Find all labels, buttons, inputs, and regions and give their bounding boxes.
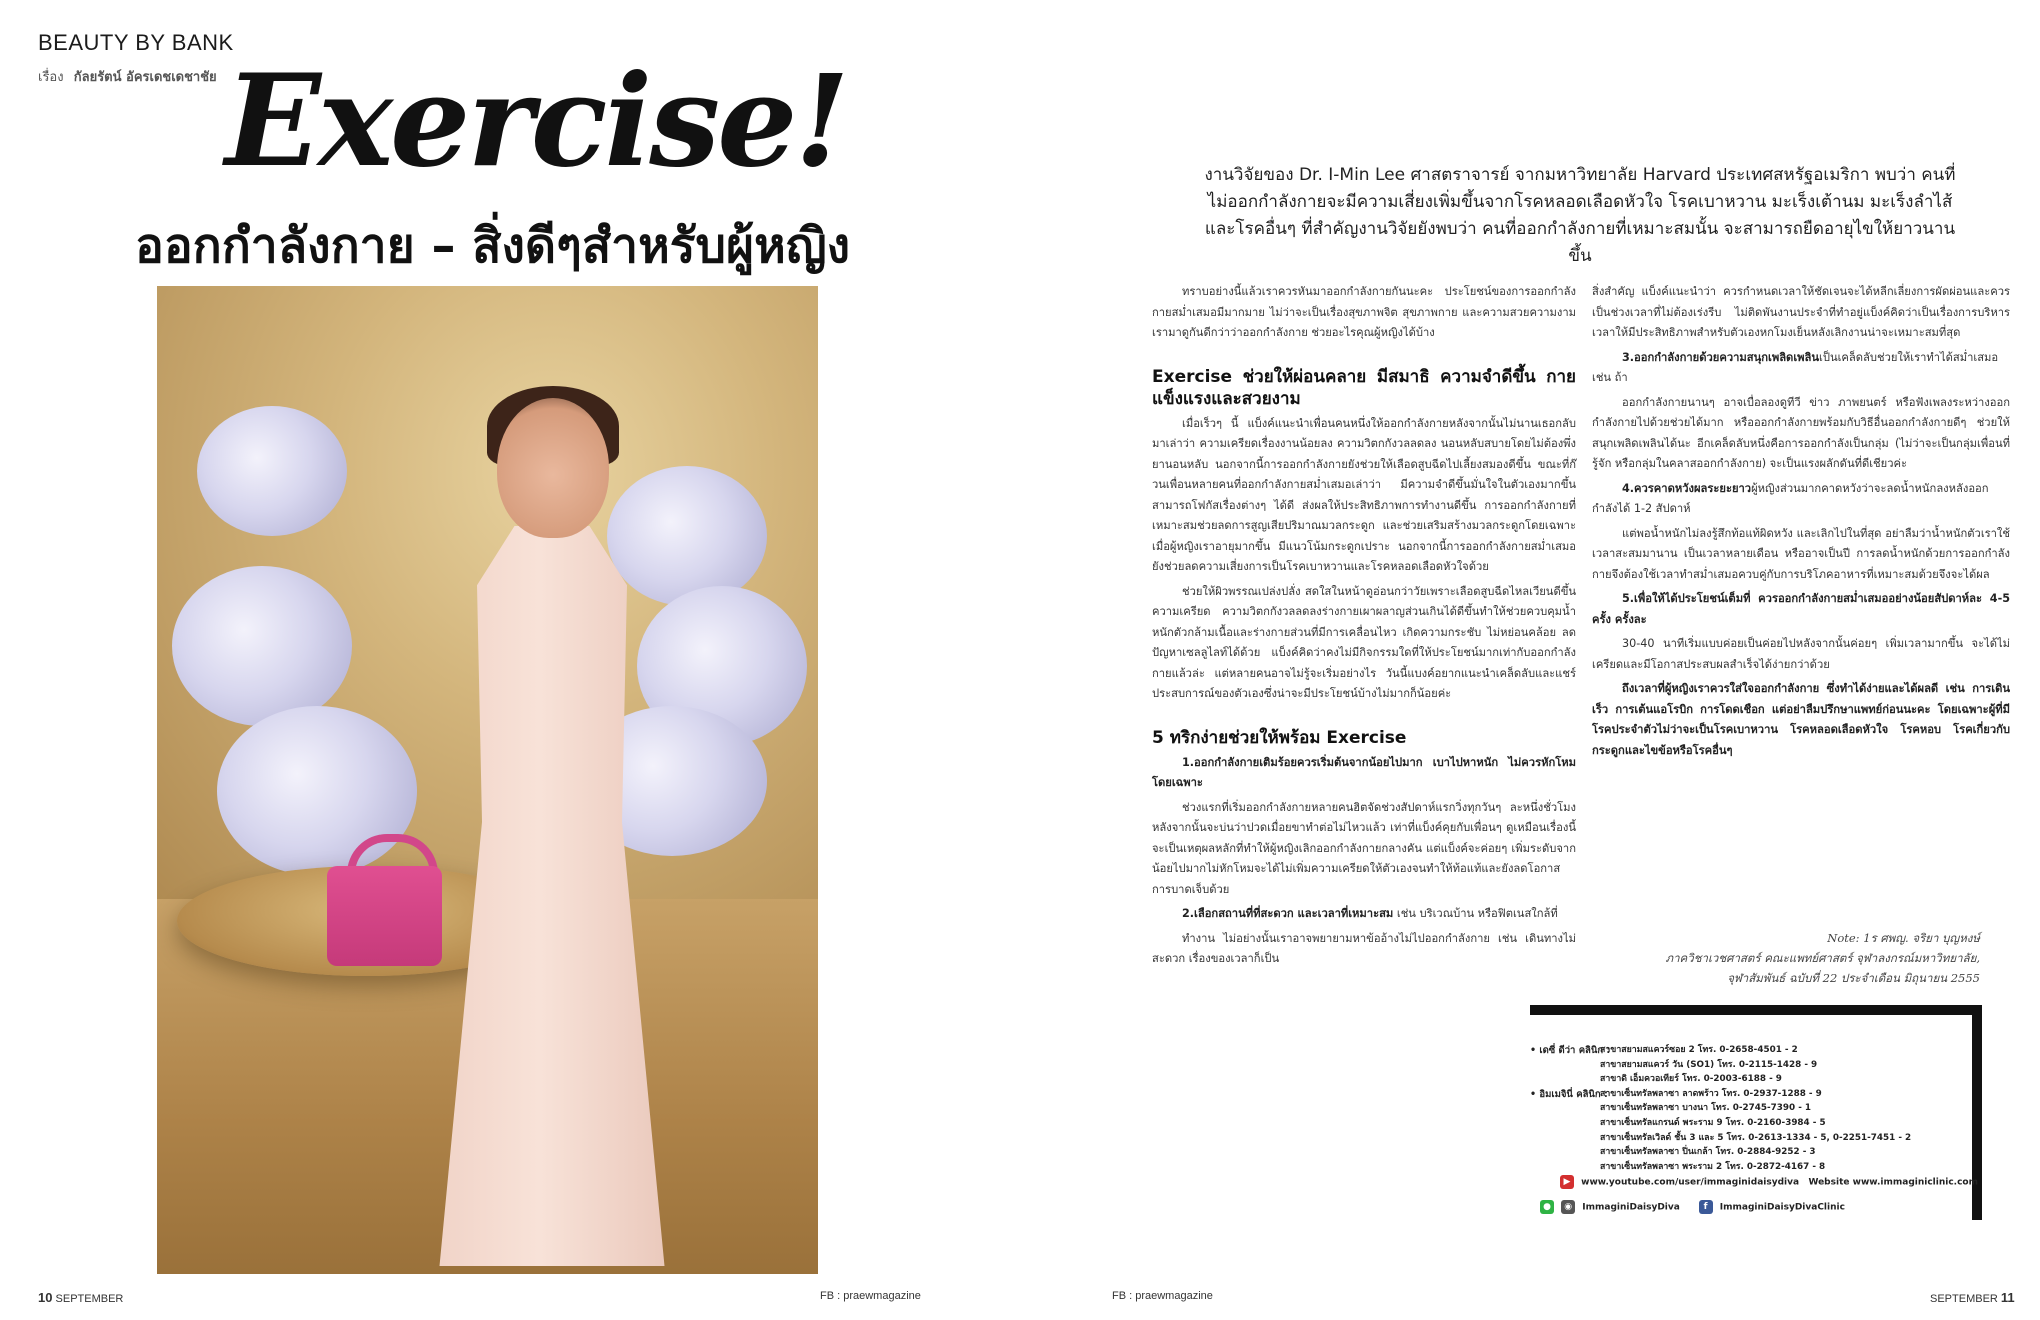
tip-2-text: เช่น บริเวณบ้าน หรือฟิตเนสใกล้ที่ (1396, 907, 1558, 920)
subheading-benefits: Exercise ช่วยให้ผ่อนคลาย มีสมาธิ ความจำดีขึ้น กายแข็งแรงและสวยงาม (1152, 366, 1576, 409)
youtube-link[interactable]: www.youtube.com/user/immaginidaisydiva (1581, 1177, 1800, 1188)
tip-5-text: สัปดาห์ละ 4-5 ครั้ง ครั้งละ (1592, 592, 2010, 626)
clinic-contact-box (1520, 1005, 1982, 1220)
article-paragraph: แต่พอน้ำหนักไม่ลงรู้สึกท้อแท้ผิดหวัง และเลิกไปในที่สุด อย่าลืมว่าน้ำหนักตัวเราใช้เวลาสะสมมานาน เป็นเวลาหลายเดือน หรืออาจเป็นปี การลดน้ำหนักด้วยการออกกำลังกายจึงต้องใช้เวลาทำสม่ำเสมอควบคู่กับการบริโภคอาหารที่เหมาะสมด้วยจึงจะได้ผล (1592, 526, 2010, 581)
note-line: จุฬาสัมพันธ์ ฉบับที่ 22 ประจำเดือน มิถุนายน 2555 (1727, 971, 1980, 985)
tip-3-text: เป็นเคล็ดลับช่วยให้เราทำได้สม่ำเสมอ เช่น ถ้า (1592, 350, 1999, 384)
left-footer-month: SEPTEMBER (55, 1293, 124, 1305)
branch-item: สาขาสยามสแควร์ซอย 2 โทร. 0-2658-4501 - 2 (1600, 1045, 1798, 1055)
tip-4-text: ผู้หญิงส่วนมากคาดหวังว่าจะลดน้ำหนักลงหลังออกกำลังได้ 1-2 สัปดาห์ (1592, 481, 1989, 515)
right-page (1020, 0, 2040, 1320)
tip-5 (1592, 589, 2010, 630)
website-label: Website (1808, 1177, 1850, 1188)
branch-item: สาขาเซ็นทรัลพลาซา พระราม 2 โทร. 0-2872-4167 - 8 (1600, 1161, 1826, 1172)
hydrangea-flower (607, 466, 767, 606)
article-paragraph: ช่วยให้ผิวพรรณเปล่งปลั่ง สดใสในหน้าดูอ่อนกว่าวัยเพราะเลือดสูบฉีดไหลเวียนดีขึ้นความเครียด ความวิตกกังวลลดลงร่างกายเผาผลาญส่วนเกินได้ดีขึ้นทำให้ช่วยควบคุมน้ำหนักตัวกล้ามเนื้อและร่างกายส่วนที่มีการเคลื่อนไหว เกิดความกระชับ ไม่หย่อนคล้อย ลดปัญหาเซลลูไลท์ได้ด้วย แบ็งค์คิดว่าคงไม่มีกิจกรรมใดที่ให้ประโยชน์มากเท่ากับออกกำลังกายแล้วล่ะ แต่หลายคนอาจไม่รู้จะเริ่มอย่างไร วันนี้แบงค์อยากแนะนำเคล็ดลับและแชร์ประสบการณ์ของตัวเองซึ่งน่าจะมีประโยชน์บ้างไม่มากก็น้อยค่ะ (1152, 584, 1576, 700)
byline-prefix: เรื่อง (38, 70, 64, 85)
byline (38, 66, 217, 87)
hydrangea-flower (172, 566, 352, 726)
instagram-icon: ◉ (1561, 1200, 1575, 1214)
facebook-handle[interactable]: ImmaginiDaisyDivaClinic (1719, 1202, 1845, 1213)
clinic-immagini: • อิมเมจินี่ คลินิก : (1530, 1089, 1608, 1100)
website-link[interactable]: www.immaginiclinic.com (1852, 1177, 1978, 1188)
left-page-number: 10 (38, 1290, 53, 1305)
article-column-2 (1592, 282, 2010, 765)
youtube-icon: ▶ (1560, 1175, 1574, 1189)
branch-item: สาขาดิ เอ็มควอเทียร์ โทร. 0-2003-6188 - 9 (1600, 1074, 1782, 1085)
right-page-number: 11 (2000, 1290, 2015, 1305)
article-paragraph: เมื่อเร็วๆ นี้ แบ็งค์แนะนำเพื่อนคนหนึ่งให้ออกกำลังกายหลังจากนั้นไม่นานเธอกลับมาเล่าว่า ความเครียดเรื่องงานน้อยลง ความวิตกกังวลลดลง นอนหลับสบายโดยไม่ต้องพึ่งยานอนหลับ นอกจากนี้การออกกำลังกายยังช่วยให้เลือดสูบฉีดไปเลี้ยงสมองดีขึ้น ขณะที่ก๊วนเพื่อนหลายคนที่ออกกำลังกายสม่ำเสมอเล่าว่า มีความจำดีขึ้นมั่นใจในตัวเองมากขึ้น สามารถโฟกัสเรื่องต่างๆ ได้ดี ส่งผลให้ประสิทธิภาพการทำงานดีขึ้น การออกกำลังกายที่เหมาะสมช่วยลดการสูญเสียปริมาณมวลกระดูก และช่วยเสริมสร้างมวลกระดูกโดยเฉพาะเมื่อผู้หญิงเราอายุมากขึ้น มีแนวโน้มกระดูกเปราะ นอกจากนี้การออกกำลังกายสม่ำเสมอยังช่วยลดความเสี่ยงการเป็นโรคเบาหวานและโรคหลอดเลือดหัวใจด้วย (1152, 416, 1576, 573)
article-paragraph: ทำงาน ไม่อย่างนั้นเราอาจพยายามหาข้ออ้างไม่ไปออกกำลังกาย เช่น เดินทางไม่สะดวก เรื่องของเวลาก็เป็น (1152, 931, 1576, 965)
note-line: ภาควิชาเวชศาสตร์ คณะแพทย์ศาสตร์ จุฬาลงกรณ์มหาวิทยาลัย, (1665, 951, 1980, 965)
branch-item: สาขาสยามสแควร์ วัน (SO1) โทร. 0-2115-1428 - 9 (1600, 1059, 1818, 1070)
hydrangea-flower (197, 406, 347, 536)
branch-item: สาขาเซ็นทรัลพลาซา ลาดพร้าว โทร. 0-2937-1288 - 9 (1600, 1088, 1822, 1099)
tip-4 (1592, 479, 2010, 520)
tip-2 (1152, 904, 1576, 925)
web-links (1560, 1175, 1978, 1189)
left-footer-fb: FB : praewmagazine (820, 1290, 921, 1302)
article-paragraph: สิ่งสำคัญ แบ็งค์แนะนำว่า ควรกำหนดเวลาให้ชัดเจนจะได้หลีกเลี่ยงการผัดผ่อนและควรเป็นช่วงเวลาที่ไม่ต้องเร่งรีบ ไม่ติดพันงานประจำที่ทำอยู่แบ็งค์คิดว่าเป็นเรื่องการบริหารเวลาให้มีประสิทธิภาพสำหรับตัวเองหกโมงเย็นหลังเลิกงานน่าจะเหมาะสมที่สุด (1592, 285, 2010, 339)
byline-author: กัลยรัตน์ อัครเดชเดชาชัย (73, 70, 217, 85)
social-links (1540, 1200, 1845, 1214)
branch-item: สาขาเซ็นทรัลแกรนด์ พระราม 9 โทร. 0-2160-3984 - 5 (1600, 1117, 1826, 1128)
left-footer-page (38, 1290, 123, 1305)
article-paragraph: ออกกำลังกายนานๆ อาจเบื่อลองดูทีวี ข่าว ภาพยนตร์ หรือฟังเพลงระหว่างออกกำลังกายไปด้วยช่วยได้มาก หรือออกกำลังกายพร้อมกับวิธีอื่นออกกำลังกายดีๆ ช่วยให้สนุกเพลิดเพลินได้นะ อีกเคล็ดลับหนึ่งคือการออกกำลังเป็นกลุ่ม (ไม่ว่าจะเป็นกลุ่มเพื่อนที่รู้จัก หรือกลุ่มในคลาสออกกำลังกาย) จะเป็นแรงผลักดันที่ดีเชียวค่ะ (1592, 395, 2010, 470)
article-paragraph: 30-40 นาทีเริ่มแบบค่อยเป็นค่อยไปหลังจากนั้นค่อยๆ เพิ่มเวลามากขึ้น จะได้ไม่เครียดและมีโอกาสประสบผลสำเร็จได้ง่ายกว่าด้วย (1592, 637, 2010, 671)
tip-3 (1592, 348, 2010, 389)
subheading-tips: 5 ทริกง่ายช่วยให้พร้อม Exercise (1152, 727, 1407, 748)
woman-face (497, 398, 609, 538)
right-footer-fb: FB : praewmagazine (1112, 1290, 1213, 1302)
headline-english: Exercise! (225, 47, 847, 195)
article-paragraph: ทราบอย่างนี้แล้วเราควรหันมาออกกำลังกายกันนะคะ ประโยชน์ของการออกกำลังกายสม่ำเสมอมีมากมาย ไม่ว่าจะเป็นเรื่องสุขภาพจิต สุขภาพกาย และความสวยความงาม เรามาดูกันดีกว่าว่าออกกำลังกาย ช่วยอะไรคุณผู้หญิงได้บ้าง (1152, 285, 1576, 339)
line-instagram-handle[interactable]: ImmaginiDaisyDiva (1582, 1202, 1680, 1213)
article-paragraph: ช่วงแรกที่เริ่มออกกำลังกายหลายคนฮิตจัดช่วงสัปดาห์แรกวิ่งทุกวันๆ ละหนึ่งชั่วโมง หลังจากนั้นจะบ่นว่าปวดเมื่อยขาทำต่อไม่ไหวแล้ว เท่าที่แบ็งค์คุยกับเพื่อนๆ ดูเหมือนเรื่องนี้จะเป็นเหตุผลหลักที่ทำให้ผู้หญิงเลิกออกกำลังกายกลางคัน แต่แบ็งค์จะค่อยๆ เพิ่มระดับจากน้อยไปมากไม่หักโหมจะได้ไม่เพิ่มความเครียดให้ตัวเองจนทำให้ท้อแท้และยังลดโอกาสการบาดเจ็บด้วย (1152, 800, 1576, 896)
tip-2-title: 2.เลือกสถานที่ที่สะดวก และเวลาที่เหมาะสม (1182, 907, 1394, 920)
closing-paragraph: ถึงเวลาที่ผู้หญิงเราควรใส่ใจออกกำลังกาย ซึ่งทำได้ง่ายและได้ผลดี เช่น การเดินเร็ว การเต้นแอโรบิก การโดดเชือก แต่อย่าลืมปรึกษาแพทย์ก่อนนะคะ โดยเฉพาะผู้ที่มีโรคประจำตัวไม่ว่าจะเป็นโรคเบาหวาน โรคหลอดเลือดหัวใจ โรคหอบ โรคเกี่ยวกับกระดูกและไขข้อหรือโรคอื่นๆ (1592, 682, 2010, 757)
article-column-1 (1152, 282, 1576, 974)
section-title: BEAUTY BY BANK (38, 30, 234, 55)
headline-thai: ออกกำลังกาย – สิ่งดีๆสำหรับผู้หญิง (135, 218, 851, 274)
line-icon: ● (1540, 1200, 1554, 1214)
intro-paragraph: งานวิจัยของ Dr. I-Min Lee ศาสตราจารย์ จากมหาวิทยาลัย Harvard ประเทศสหรัฐอเมริกา พบว่า คนที่ไม่ออกกำลังกายจะมีความเสี่ยงเพิ่มขึ้นจากโรคหลอดเลือดหัวใจ โรคเบาหวาน มะเร็งเต้านม มะเร็งลำไส้และโรคอื่นๆ ที่สำคัญงานวิจัยยังพบว่า คนที่ออกกำลังกายที่เหมาะสมนั้น จะสามารถยืดอายุไขให้ยาวนานขึ้น (1204, 165, 1956, 266)
tip-1: 1.ออกกำลังกายเติมร้อยควรเริ่มต้นจากน้อยไปมาก เบาไปหาหนัก ไม่ควรหักโหม โดยเฉพาะ (1152, 755, 1576, 789)
feature-photo (157, 286, 818, 1274)
note-line: Note: 1ร ศพญ. จริยา บุญหงษ์ (1827, 931, 1980, 945)
right-footer-page (1930, 1290, 2015, 1305)
branch-item: สาขาเซ็นทรัลพลาซา บางนา โทร. 0-2745-7390 - 1 (1600, 1103, 1812, 1114)
source-note (1580, 928, 1980, 988)
branch-item: สาขาเซ็นทรัลพลาซา ปิ่นเกล้า โทร. 0-2884-9252 - 3 (1600, 1147, 1816, 1158)
tip-4-title: 4.ควรคาดหวังผลระยะยาว (1622, 481, 1752, 495)
facebook-icon: f (1699, 1200, 1713, 1214)
tip-3-title: 3.ออกกำลังกายด้วยความสนุกเพลิดเพลิน (1622, 350, 1820, 364)
branch-item: สาขาเซ็นทรัลเวิลด์ ชั้น 3 และ 5 โทร. 0-2613-1334 - 5, 0-2251-7451 - 2 (1600, 1132, 1912, 1143)
pink-handbag (327, 866, 442, 966)
clinic-daisy-diva: • เดซี่ ดีว่า คลินิก : (1530, 1045, 1611, 1056)
right-footer-month: SEPTEMBER (1930, 1293, 1998, 1305)
branch-list (1600, 1043, 1911, 1174)
tip-5-title: 5.เพื่อให้ได้ประโยชน์เต็มที่ ควรออกกำลังกายสม่ำเสมออย่างน้อย (1622, 592, 1935, 605)
contact-box-top-border (1530, 1005, 1982, 1015)
